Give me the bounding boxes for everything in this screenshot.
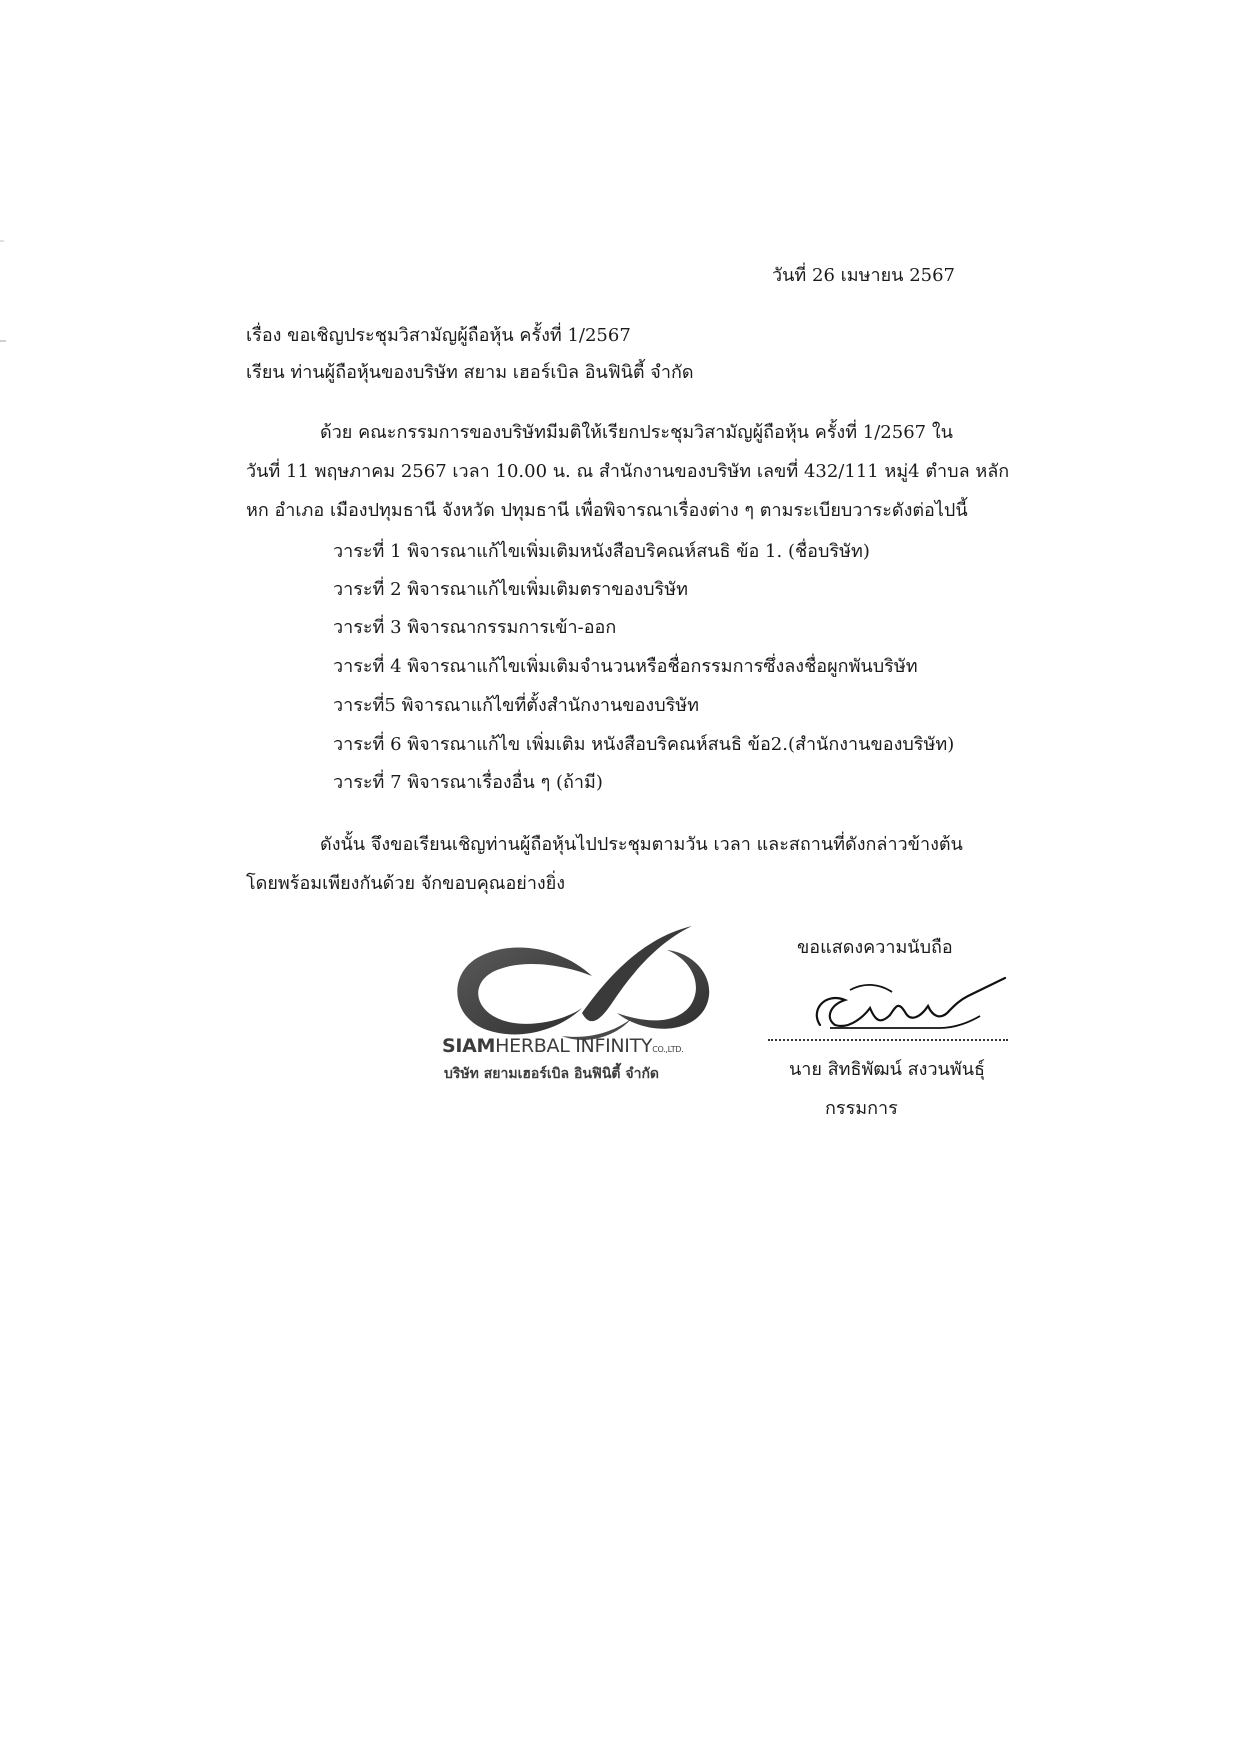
letter-recipient: เรียน ท่านผู้ถือหุ้นของบริษัท สยาม เฮอร์เบิล อินฟินิตี้ จำกัด	[246, 362, 694, 383]
logo-brand-suffix: CO.,LTD.	[652, 1045, 684, 1054]
paragraph-2-line-1: ดังนั้น จึงขอเรียนเชิญท่านผู้ถือหุ้นไปประชุมตามวัน เวลา และสถานที่ดังกล่าวข้างต้น	[320, 834, 963, 855]
logo-thai-name: บริษัท สยามเฮอร์เบิล อินฟินิตี้ จำกัด	[444, 1066, 660, 1082]
paragraph-1-line-3: หก อำเภอ เมืองปทุมธานี จังหวัด ปทุมธานี เพื่อพิจารณาเรื่องต่าง ๆ ตามระเบียบวาระดังต่อไปนี้	[246, 500, 968, 521]
paragraph-1-line-2: วันที่ 11 พฤษภาคม 2567 เวลา 10.00 น. ณ สำนักงานของบริษัท เลขที่ 432/111 หมู่4 ตำบล หลัก	[246, 461, 1010, 482]
agenda-item-6: วาระที่ 6 พิจารณาแก้ไข เพิ่มเติม หนังสือบริคณห์สนธิ ข้อ2.(สำนักงานของบริษัท)	[333, 734, 955, 755]
page-mark-2	[0, 240, 4, 242]
signer-position: กรรมการ	[825, 1098, 898, 1119]
agenda-item-4: วาระที่ 4 พิจารณาแก้ไขเพิ่มเติมจำนวนหรือชื่อกรรมการซึ่งลงชื่อผูกพันบริษัท	[333, 656, 918, 677]
logo-english-name	[442, 1035, 683, 1057]
letter-date: วันที่ 26 เมษายน 2567	[772, 265, 955, 286]
agenda-item-3: วาระที่ 3 พิจารณากรรมการเข้า-ออก	[333, 617, 617, 638]
paragraph-1-line-1: ด้วย คณะกรรมการของบริษัทมีมติให้เรียกประชุมวิสามัญผู้ถือหุ้น ครั้งที่ 1/2567 ใน	[320, 422, 953, 443]
infinity-swirl-icon	[442, 918, 712, 1048]
agenda-item-7: วาระที่ 7 พิจารณาเรื่องอื่น ๆ (ถ้ามี)	[333, 772, 603, 793]
agenda-item-2: วาระที่ 2 พิจารณาแก้ไขเพิ่มเติมตราของบริษัท	[333, 579, 688, 600]
closing-phrase: ขอแสดงความนับถือ	[797, 937, 953, 958]
signer-name: นาย สิทธิพัฒน์ สงวนพันธุ์	[789, 1059, 986, 1080]
signature-line	[768, 1039, 1008, 1041]
logo-brand-bold: SIAM	[442, 1035, 496, 1057]
paragraph-2-line-2: โดยพร้อมเพียงกันด้วย จักขอบคุณอย่างยิ่ง	[246, 873, 566, 894]
logo-brand-rest: HERBAL INFINITY	[495, 1035, 653, 1057]
signature-image	[770, 970, 1010, 1040]
page-mark	[0, 340, 6, 342]
agenda-item-5: วาระที่5 พิจารณาแก้ไขที่ตั้งสำนักงานของบริษัท	[333, 695, 700, 716]
agenda-item-1: วาระที่ 1 พิจารณาแก้ไขเพิ่มเติมหนังสือบริคณห์สนธิ ข้อ 1. (ชื่อบริษัท)	[333, 541, 870, 562]
letter-subject: เรื่อง ขอเชิญประชุมวิสามัญผู้ถือหุ้น ครั้งที่ 1/2567	[246, 325, 631, 346]
